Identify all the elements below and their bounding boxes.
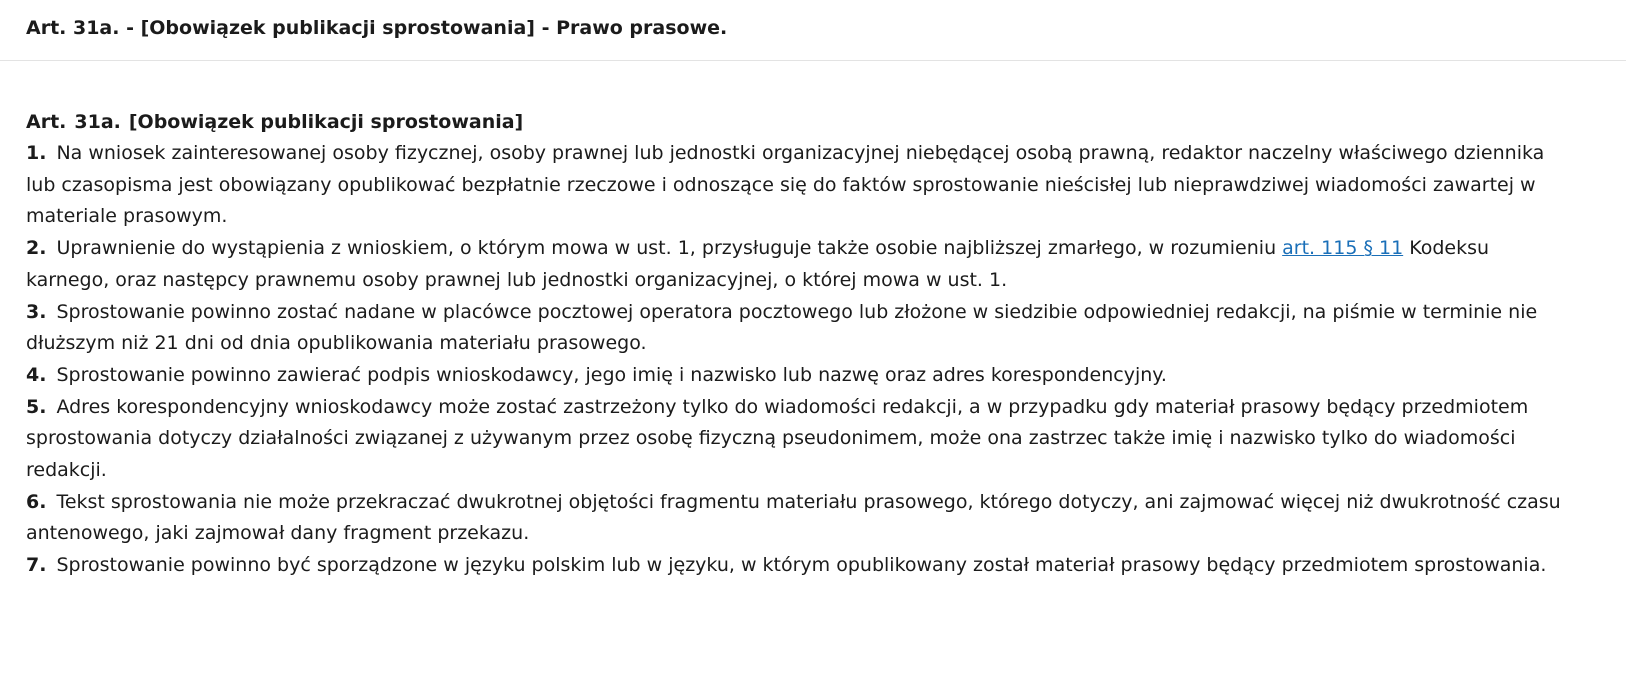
paragraph-1 [26, 138, 1566, 233]
paragraph-text: Adres korespondencyjny wnioskodawcy może zostać zastrzeżony tylko do wiadomości redakcji, a w przypadku gdy materiał prasowy będący przedmiotem sprostowania dotyczy działalności związanej z używanym przez osobę fizyczną pseudonimem, może ona zastrzec także imię i nazwisko tylko do wiadomości redakcji. [26, 395, 1529, 482]
paragraph-number: 5. [26, 395, 47, 418]
page-header [0, 0, 1626, 61]
paragraph-text: Sprostowanie powinno zawierać podpis wnioskodawcy, jego imię i nazwisko lub nazwę oraz adres korespondencyjny. [56, 363, 1167, 386]
paragraph-6 [26, 487, 1566, 550]
paragraph-text-before-link: Uprawnienie do wystąpienia z wnioskiem, o którym mowa w ust. 1, przysługuje także osobie najbliższej zmarłego, w rozumieniu [56, 237, 1277, 260]
paragraph-text-after-link: Kodeksu karnego, oraz następcy prawnemu osoby prawnej lub jednostki organizacyjnej, o której mowa w ust. 1. [26, 237, 1490, 291]
article-title: [Obowiązek publikacji sprostowania] [128, 111, 524, 133]
paragraph-number: 3. [26, 300, 47, 323]
paragraph-5 [26, 392, 1566, 487]
paragraph-number: 1. [26, 142, 47, 164]
paragraph-3 [26, 297, 1566, 360]
paragraph-text: Sprostowanie powinno być sporządzone w języku polskim lub w języku, w którym opublikowany został materiał prasowy będący przedmiotem sprostowania. [56, 554, 1547, 577]
article-label: Art. [26, 111, 67, 133]
paragraph-text: Na wniosek zainteresowanej osoby fizycznej, osoby prawnej lub jednostki organizacyjnej niebędącej osobą prawną, redaktor naczelny właściwego dziennika lub czasopisma jest obowiązany opublikować bezpłatnie rzeczowe i odnoszące się do faktów sprostowanie nieścisłej lub nieprawdziwej wiadomości zawartej w materiale prasowym. [26, 142, 1545, 228]
page-title: Art. 31a. - [Obowiązek publikacji sprostowania] - Prawo prasowe. [26, 17, 728, 39]
article-number: 31a. [74, 111, 121, 133]
article-heading [26, 106, 1566, 138]
paragraph-number: 2. [26, 237, 47, 260]
paragraph-2 [26, 233, 1566, 296]
paragraph-number: 7. [26, 554, 47, 577]
article-content [0, 61, 1592, 582]
paragraph-4 [26, 360, 1566, 392]
paragraph-text: Tekst sprostowania nie może przekraczać dwukrotnej objętości fragmentu materiału prasowego, którego dotyczy, ani zajmować więcej niż dwukrotność czasu antenowego, jaki zajmował dany fragment przekazu. [26, 490, 1561, 545]
art-115-link[interactable]: art. 115 § 11 [1282, 237, 1404, 260]
paragraph-7 [26, 550, 1566, 582]
paragraph-number: 4. [26, 363, 47, 386]
paragraph-number: 6. [26, 490, 47, 513]
paragraph-text: Sprostowanie powinno zostać nadane w placówce pocztowej operatora pocztowego lub złożone w siedzibie odpowiedniej redakcji, na piśmie w terminie nie dłuższym niż 21 dni od dnia opublikowania materiału prasowego. [26, 300, 1538, 355]
